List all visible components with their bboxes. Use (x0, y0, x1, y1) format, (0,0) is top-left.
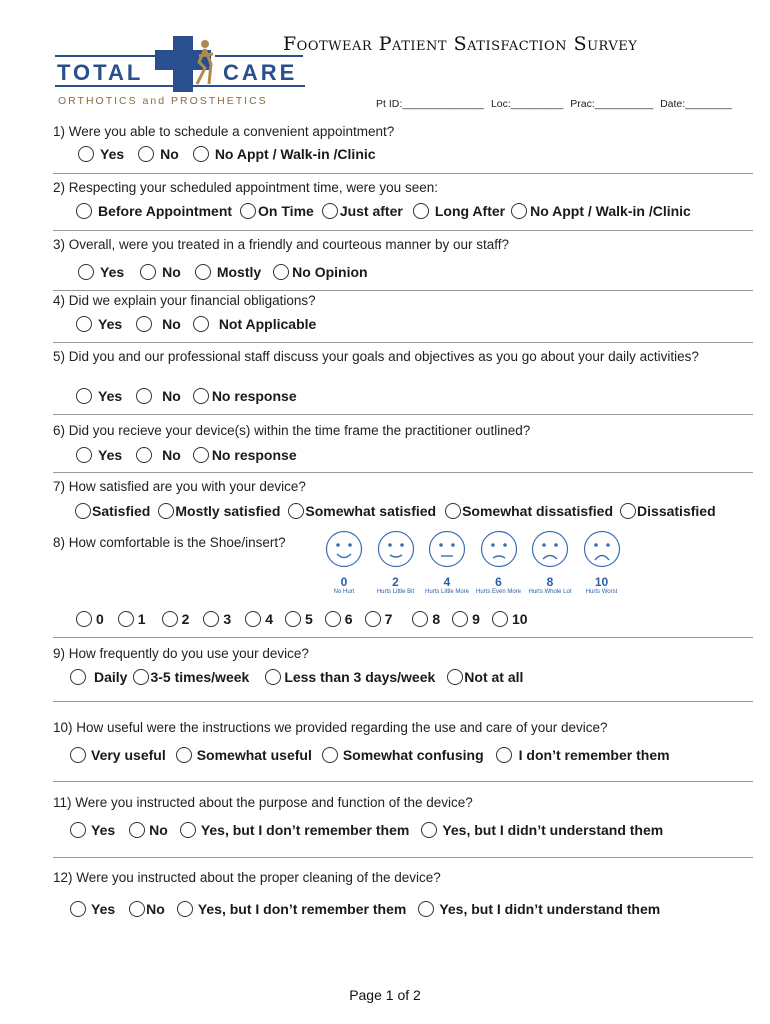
question-10: 10) How useful were the instructions we provided regarding the use and care of your device? (53, 720, 608, 735)
radio-button[interactable] (70, 747, 86, 763)
q6-option-yes[interactable]: Yes (76, 447, 122, 463)
q8-option-7[interactable]: 7 (365, 611, 393, 627)
q8-option-1[interactable]: 1 (118, 611, 146, 627)
q4-option-yes[interactable]: Yes (76, 316, 122, 332)
pain-face-8 (524, 530, 576, 596)
radio-button[interactable] (118, 611, 134, 627)
pain-face-label: Hurts Even More (475, 589, 521, 595)
radio-button[interactable] (76, 611, 92, 627)
date-field[interactable]: Date:________ (660, 98, 732, 110)
logo-subtitle: ORTHOTICS and PROSTHETICS (58, 95, 268, 107)
q5-option-no-response[interactable]: No response (193, 388, 297, 404)
radio-button[interactable] (240, 203, 256, 219)
question-4-options (76, 316, 330, 332)
radio-button[interactable] (176, 747, 192, 763)
q7-option-satisfied[interactable]: Satisfied (75, 503, 150, 519)
radio-button[interactable] (288, 503, 304, 519)
q11-option-no[interactable]: No (129, 822, 168, 838)
question-6: 6) Did you recieve your device(s) within the time frame the practitioner outlined? (53, 423, 531, 438)
radio-button[interactable] (445, 503, 461, 519)
question-7-options (75, 503, 719, 519)
company-logo (55, 32, 305, 112)
q10-option-very-useful[interactable]: Very useful (70, 747, 166, 763)
q9-option-not-at-all[interactable]: Not at all (447, 669, 523, 685)
logo-rule-left (55, 55, 155, 57)
q12-option-yes[interactable]: Yes (70, 901, 115, 917)
radio-button[interactable] (76, 447, 92, 463)
radio-button[interactable] (177, 901, 193, 917)
question-2-options (76, 203, 694, 219)
separator (53, 414, 753, 415)
radio-button[interactable] (138, 146, 154, 162)
q11-option-yes[interactable]: Yes (70, 822, 115, 838)
radio-button[interactable] (322, 747, 338, 763)
question-5-options (76, 388, 300, 404)
radio-button[interactable] (203, 611, 219, 627)
question-5: 5) Did you and our professional staff discuss your goals and objectives as you go about your daily activities? (53, 349, 699, 364)
question-3: 3) Overall, were you treated in a friendly and courteous manner by our staff? (53, 237, 509, 252)
radio-button[interactable] (180, 822, 196, 838)
radio-button[interactable] (158, 503, 174, 519)
radio-button[interactable] (245, 611, 261, 627)
survey-title: Footwear Patient Satisfaction Survey (283, 33, 638, 55)
radio-button[interactable] (413, 203, 429, 219)
question-4: 4) Did we explain your financial obligations? (53, 293, 316, 308)
question-8-options (76, 611, 528, 627)
q2-option-just-after[interactable]: Just after (322, 203, 403, 219)
question-9-options (70, 669, 526, 685)
q3-option-yes[interactable]: Yes (78, 264, 124, 280)
pain-face-4 (421, 530, 473, 596)
question-11-options (70, 822, 677, 838)
question-3-options (78, 264, 371, 280)
q3-option-no-opinion[interactable]: No Opinion (273, 264, 367, 280)
radio-button[interactable] (193, 316, 209, 332)
separator (53, 701, 753, 702)
radio-button[interactable] (193, 388, 209, 404)
radio-button[interactable] (70, 669, 86, 685)
q8-option-8[interactable]: 8 (412, 611, 440, 627)
question-1: 1) Were you able to schedule a convenient appointment? (53, 124, 395, 139)
q11-option-didnt-understand[interactable]: Yes, but I didn’t understand them (421, 822, 663, 838)
q9-option-3-5-week[interactable]: 3-5 times/week (133, 669, 249, 685)
pain-face-label: Hurts Little Bit (376, 589, 415, 595)
practitioner-field[interactable]: Prac:__________ (570, 98, 654, 110)
radio-button[interactable] (322, 203, 338, 219)
pain-face-label: Hurts Worst (585, 589, 618, 595)
q8-option-10[interactable]: 10 (492, 611, 528, 627)
q8-option-0[interactable]: 0 (76, 611, 104, 627)
patient-id-field[interactable]: Pt ID:______________ (376, 98, 485, 110)
q8-option-9[interactable]: 9 (452, 611, 480, 627)
radio-button[interactable] (447, 669, 463, 685)
face-icon (325, 530, 363, 568)
radio-button[interactable] (496, 747, 512, 763)
q8-option-4[interactable]: 4 (245, 611, 273, 627)
separator (53, 472, 753, 473)
radio-button[interactable] (325, 611, 341, 627)
q7-option-somewhat-dissatisfied[interactable]: Somewhat dissatisfied (445, 503, 613, 519)
q8-option-5[interactable]: 5 (285, 611, 313, 627)
radio-button[interactable] (75, 503, 91, 519)
separator (53, 781, 753, 782)
logo-figure-icon (189, 38, 215, 88)
separator (53, 637, 753, 638)
face-icon (428, 530, 466, 568)
question-2: 2) Respecting your scheduled appointment time, were you seen: (53, 180, 438, 195)
q2-option-no-appt[interactable]: No Appt / Walk-in /Clinic (511, 203, 691, 219)
q1-option-no-appt[interactable]: No Appt / Walk-in /Clinic (193, 146, 376, 162)
pain-face-number: 10 (594, 575, 609, 589)
q10-option-somewhat-confusing[interactable]: Somewhat confusing (322, 747, 484, 763)
pain-face-10 (576, 530, 628, 596)
radio-button[interactable] (136, 316, 152, 332)
pain-face-number: 6 (495, 575, 502, 589)
q7-option-somewhat-satisfied[interactable]: Somewhat satisfied (288, 503, 436, 519)
separator (53, 857, 753, 858)
q9-option-less-than-3[interactable]: Less than 3 days/week (265, 669, 435, 685)
pain-scale (318, 530, 618, 610)
radio-button[interactable] (136, 388, 152, 404)
q3-option-no[interactable]: No (140, 264, 181, 280)
face-icon (531, 530, 569, 568)
face-icon (583, 530, 621, 568)
radio-button[interactable] (140, 264, 156, 280)
pain-face-number: 0 (340, 575, 348, 589)
logo-word-total: TOTAL (57, 60, 144, 85)
separator (53, 342, 753, 343)
radio-button[interactable] (365, 611, 381, 627)
q1-option-no[interactable]: No (138, 146, 179, 162)
radio-button[interactable] (76, 316, 92, 332)
radio-button[interactable] (70, 901, 86, 917)
q10-option-somewhat-useful[interactable]: Somewhat useful (176, 747, 312, 763)
radio-button[interactable] (273, 264, 289, 280)
q10-option-dont-remember[interactable]: I don’t remember them (496, 747, 670, 763)
radio-button[interactable] (511, 203, 527, 219)
radio-button[interactable] (193, 146, 209, 162)
pain-face-label: Hurts Little More (424, 589, 469, 595)
q6-option-no-response[interactable]: No response (193, 447, 297, 463)
q7-option-mostly-satisfied[interactable]: Mostly satisfied (158, 503, 280, 519)
question-1-options (78, 146, 390, 162)
q8-option-6[interactable]: 6 (325, 611, 353, 627)
q4-option-not-applicable[interactable]: Not Applicable (193, 316, 317, 332)
id-fields (376, 98, 736, 110)
question-10-options (70, 747, 684, 763)
q12-option-didnt-understand[interactable]: Yes, but I didn’t understand them (418, 901, 660, 917)
radio-button[interactable] (133, 669, 149, 685)
q8-option-3[interactable]: 3 (203, 611, 231, 627)
pain-face-number: 2 (392, 575, 399, 589)
q12-option-dont-remember[interactable]: Yes, but I don’t remember them (177, 901, 407, 917)
radio-button[interactable] (421, 822, 437, 838)
q9-option-daily[interactable]: Daily (70, 669, 127, 685)
page-number: Page 1 of 2 (349, 987, 421, 1003)
radio-button[interactable] (452, 611, 468, 627)
q4-option-no[interactable]: No (136, 316, 181, 332)
pain-face-number: 4 (443, 575, 451, 589)
radio-button[interactable] (285, 611, 301, 627)
face-icon (480, 530, 518, 568)
question-8: 8) How comfortable is the Shoe/insert? (53, 535, 286, 550)
q2-option-long-after[interactable]: Long After (413, 203, 505, 219)
radio-button[interactable] (129, 901, 145, 917)
radio-button[interactable] (136, 447, 152, 463)
logo-rule-bottom (55, 85, 305, 87)
question-11: 11) Were you instructed about the purpose and function of the device? (53, 795, 473, 810)
radio-button[interactable] (418, 901, 434, 917)
radio-button[interactable] (70, 822, 86, 838)
question-12: 12) Were you instructed about the proper cleaning of the device? (53, 870, 441, 885)
logo-word-care: CARE (223, 60, 298, 85)
radio-button[interactable] (195, 264, 211, 280)
q1-option-yes[interactable]: Yes (78, 146, 124, 162)
face-icon (377, 530, 415, 568)
radio-button[interactable] (265, 669, 281, 685)
question-12-options (70, 901, 674, 917)
location-field[interactable]: Loc:_________ (490, 98, 564, 110)
radio-button[interactable] (620, 503, 636, 519)
q2-option-before[interactable]: Before Appointment (76, 203, 232, 219)
radio-button[interactable] (193, 447, 209, 463)
q5-option-no[interactable]: No (136, 388, 181, 404)
q12-option-no[interactable]: No (129, 901, 165, 917)
q7-option-dissatisfied[interactable]: Dissatisfied (620, 503, 716, 519)
logo-rule-right (215, 55, 303, 57)
radio-button[interactable] (162, 611, 178, 627)
radio-button[interactable] (76, 388, 92, 404)
question-9: 9) How frequently do you use your device? (53, 646, 309, 661)
radio-button[interactable] (78, 146, 94, 162)
q6-option-no[interactable]: No (136, 447, 181, 463)
q11-option-dont-remember[interactable]: Yes, but I don’t remember them (180, 822, 410, 838)
radio-button[interactable] (76, 203, 92, 219)
q8-option-2[interactable]: 2 (162, 611, 190, 627)
pain-face-label: Hurts Whole Lot (528, 589, 572, 595)
separator (53, 230, 753, 231)
radio-button[interactable] (492, 611, 508, 627)
separator (53, 173, 753, 174)
pain-face-6 (473, 530, 525, 596)
pain-face-0 (318, 530, 370, 596)
q5-option-yes[interactable]: Yes (76, 388, 122, 404)
pain-face-label: No Hurt (333, 589, 355, 595)
radio-button[interactable] (412, 611, 428, 627)
q2-option-on-time[interactable]: On Time (240, 203, 314, 219)
question-6-options (76, 447, 300, 463)
pain-face-number: 8 (546, 575, 554, 589)
question-7: 7) How satisfied are you with your device? (53, 479, 306, 494)
pain-face-2 (370, 530, 422, 596)
q3-option-mostly[interactable]: Mostly (195, 264, 261, 280)
separator (53, 290, 753, 291)
radio-button[interactable] (129, 822, 145, 838)
radio-button[interactable] (78, 264, 94, 280)
